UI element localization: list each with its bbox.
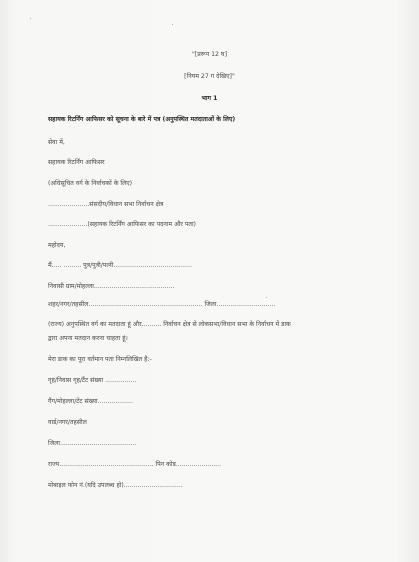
letter-title: सहायक रिटर्निंग आफिसर को सूचना के बारे में पत्र (अनुपस्थित मतदाताओं के लिए)	[48, 116, 236, 123]
addressee: सहायक रिटर्निंग आफिसर	[48, 159, 105, 166]
mobile-line: मोबाइल फोन नं.(यदि उपलब्ध हो)..............................	[48, 482, 183, 489]
city-district-line: शहर/नगर/तहसील.......................................................... जिला..............................	[48, 301, 276, 308]
name-line: मैं..... ......... पुत्र/पुत्री/पत्नी........................................	[48, 262, 192, 269]
scan-speck	[30, 18, 31, 19]
state-pincode-line: राज्य................................................ पिन कोड.......................	[48, 461, 222, 468]
declaration-line-2: द्वारा अपना मतदान करना चाहता हूं।	[48, 335, 128, 342]
ward-line: वार्ड/नगर/तहसील	[48, 419, 87, 426]
to-line: सेवा में,	[48, 139, 65, 146]
constituency-line: .....................संसदीय/विधान सभा निर्वाचन क्षेत्र	[48, 201, 164, 208]
street-line: गैंग/मोहल्ला/टेंट संख्या..................	[48, 398, 133, 405]
resident-line: निवासी ग्राम/मोहल्ला.........................................	[48, 283, 175, 290]
scheduled-class-note: (अधिसूचित वर्ग के निर्वाचकों के लिए)	[48, 180, 133, 187]
house-line: गृह/निवास गृह/टैंट संख्या ................	[48, 377, 137, 384]
part-heading: भाग 1	[201, 95, 218, 102]
form-header: "[प्ररूप 12 घ]	[192, 51, 227, 58]
salutation: महोदय,	[48, 242, 66, 249]
officer-address-line: ....................(सहायक रिटर्निंग आफिसर का पदनाम और पता)	[48, 221, 196, 228]
declaration-line-1: (राज्य) अनुपस्थित वर्ग का मतदाता हूं और.......... निर्वाचन क्षेत्र से लोकसभा/विधान सभा के निर्वाचन में डाक	[48, 321, 291, 328]
rule-reference: [नियम 27 ग देखिए]"	[184, 73, 235, 80]
address-intro: मेरा डाक का पूरा वर्तमान पता निम्नलिखित है:-	[48, 356, 152, 363]
district-line: जिला.......................................	[48, 440, 137, 447]
scan-speck	[266, 297, 267, 298]
scan-speck	[172, 24, 173, 25]
